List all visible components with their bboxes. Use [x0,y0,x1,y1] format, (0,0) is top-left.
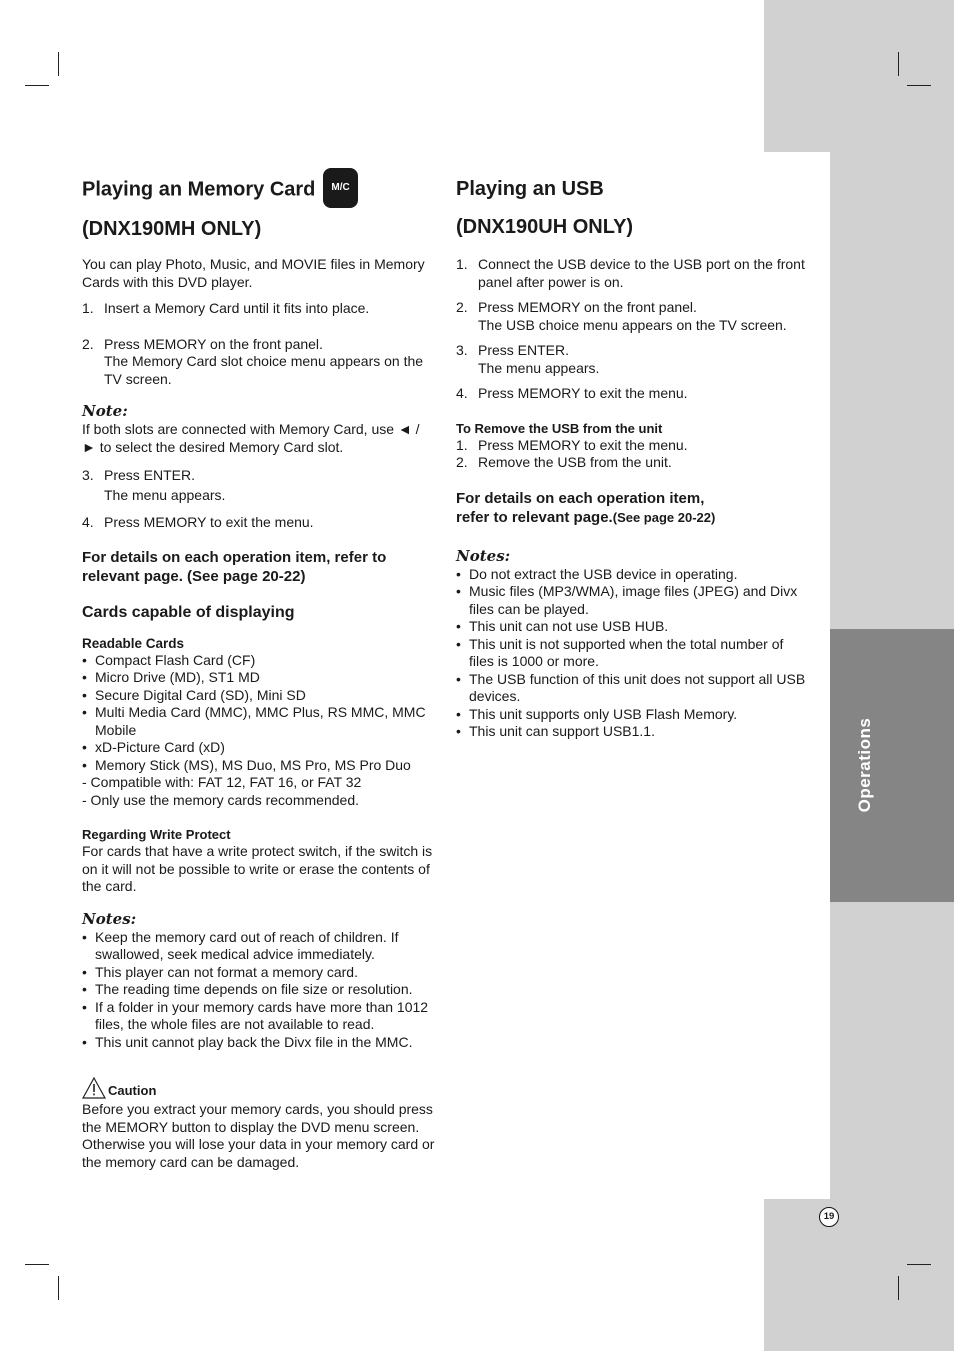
details-line: For details on each operation item, [456,489,705,507]
step-item [456,437,806,455]
step-line: Press ENTER. [478,342,570,358]
list-item: • Do not extract the USB device in operating. [456,565,738,582]
note-text: If both slots are connected with Memory Card, use ◄ / ► to select the desired Memory Card slot. [82,421,420,455]
notes-list [456,566,806,741]
list-item: • This player can not format a memory card. [82,963,358,980]
title-text: Playing an Memory Card [82,178,316,201]
list-item: • Memory Stick (MS), MS Duo, MS Pro, MS Pro Duo [82,756,411,773]
step-number: 4. [456,385,468,401]
step-text [478,299,787,334]
write-protect-heading: Regarding Write Protect [82,827,231,842]
note-heading: Note: [82,402,128,420]
step-text: Press MEMORY to exit the menu. [478,385,688,401]
step-number: 1. [82,300,94,316]
step-line: Press MEMORY on the front panel. [104,335,323,352]
step-number: 4. [82,514,94,530]
details-line: refer to relevant page. [456,509,613,526]
caution-text: Before you extract your memory cards, you should press the MEMORY button to display the DVD menu screen. Otherwise you will lose your data in your memory card or the memory card can be damaged. [82,1101,435,1170]
step-number: 1. [456,256,468,272]
list-item-text: xD-Picture Card (xD) [95,739,225,755]
list-item: • This unit supports only USB Flash Memory. [456,705,738,722]
list-item-text: This unit cannot play back the Divx file in the MMC. [95,1033,413,1050]
list-item-text: Secure Digital Card (SD), Mini SD [95,686,306,703]
warning-icon [82,1077,106,1099]
list-item: • This unit can not use USB HUB. [456,618,669,634]
section-tab [830,629,954,902]
list-item: • The reading time depends on file size or resolution. [82,981,413,997]
list-item-text: Music files (MP3/WMA), image files (JPEG) and Divx files can be played. [469,583,798,617]
step-line: Press MEMORY on the front panel. [478,299,697,315]
sidebar-top-band [764,0,954,152]
notes-heading: Notes: [82,909,137,928]
list-item-text: This unit can support USB1.1. [469,723,655,739]
compat-line: - Compatible with: FAT 12, FAT 16, or FAT 32 [82,774,362,790]
list-item: • The USB function of this unit does not support all USB devices. [456,670,806,704]
list-item: • Micro Drive (MD), ST1 MD [82,669,260,685]
readable-heading: Readable Cards [82,635,185,651]
list-item-text: The USB function of this unit does not support all USB devices. [469,670,806,704]
list-item: • If a folder in your memory cards have more than 1012 files, the whole files are not available to read. [82,999,437,1034]
cards-heading: Cards capable of displaying [82,603,295,621]
notes-list [82,929,437,1052]
list-item: • Multi Media Card (MMC), MMC Plus, RS MMC, MMC Mobile [82,704,437,739]
compat-line: - Only use the memory cards recommended. [82,791,359,808]
details-page-ref: (See page 20-22) [612,510,716,525]
step-line: The USB choice menu appears on the TV screen. [478,316,787,333]
notes-heading: Notes: [456,546,511,565]
details-reference: For details on each operation item, refer to relevant page. (See page 20-22) [82,548,387,585]
list-item-text: If a folder in your memory cards have more than 1012 files, the whole files are not available to read. [95,998,429,1032]
write-protect-text: For cards that have a write protect switch, if the switch is on it will not be possible to write or erase the contents of the card. [82,843,433,894]
list-item: • xD-Picture Card (xD) [82,739,225,755]
crop-mark [907,1264,931,1265]
step-item [456,454,806,472]
caution-heading-row [82,1077,437,1099]
step-number: 3. [82,467,94,483]
step-text: Press MEMORY to exit the menu. [104,514,314,530]
list-item-text: This unit can not use USB HUB. [469,618,669,634]
list-item: • This unit is not supported when the total number of files is 1000 or more. [456,636,806,671]
crop-mark [58,1276,59,1300]
readable-list [82,652,437,775]
step-text [104,336,437,389]
memory-card-model: (DNX190MH ONLY) [82,218,262,240]
step-line: The menu appears. [104,486,226,503]
usb-model: (DNX190UH ONLY) [456,216,634,238]
usb-title: Playing an USB [456,178,604,200]
usb-section [456,170,806,741]
list-item-text: Keep the memory card out of reach of children. If swallowed, seek medical advice immediately. [95,928,399,962]
step-item [82,336,437,389]
step-item [456,256,806,291]
step-text [104,467,225,504]
step-number: 2. [456,454,468,470]
list-item: • Music files (MP3/WMA), image files (JPEG) and Divx files can be played. [456,583,806,618]
memory-card-section [82,170,437,1171]
step-text: Connect the USB device to the USB port on the front panel after power is on. [478,256,805,290]
list-item-text: The reading time depends on file size or resolution. [95,981,413,997]
page-number: 19 [819,1207,839,1227]
crop-mark [898,52,899,76]
list-item: • Secure Digital Card (SD), Mini SD [82,686,306,703]
crop-mark [898,1276,899,1300]
step-item [456,342,806,377]
list-item-text: This unit supports only USB Flash Memory. [469,705,738,722]
list-item-text: Compact Flash Card (CF) [95,651,256,668]
crop-mark [25,85,49,86]
step-line: The menu appears. [478,359,600,376]
list-item-text: Memory Stick (MS), MS Duo, MS Pro, MS Pro Duo [95,756,411,773]
step-number: 3. [456,342,468,358]
list-item: • This unit can support USB1.1. [456,723,655,739]
section-tab-label: Operations [855,717,874,813]
list-item-text: Do not extract the USB device in operating. [469,565,738,582]
step-line: Press ENTER. [104,467,196,483]
list-item-text: Micro Drive (MD), ST1 MD [95,669,260,685]
step-text: Insert a Memory Card until it fits into place. [104,300,370,316]
step-number: 2. [456,299,468,315]
step-item [82,514,437,532]
step-line: The Memory Card slot choice menu appears on the TV screen. [104,353,424,387]
step-text: Press MEMORY to exit the menu. [478,436,688,453]
step-text: Remove the USB from the unit. [478,454,672,470]
crop-mark [58,52,59,76]
list-item: • Compact Flash Card (CF) [82,651,256,668]
step-text [478,342,599,377]
mc-badge: M/C [323,168,357,208]
crop-mark [25,1264,49,1265]
step-number: 2. [82,335,94,352]
sidebar-bottom-band [764,1199,954,1351]
memory-card-title [82,170,437,210]
details-reference [456,489,806,528]
step-number: 1. [456,436,468,453]
step-item [456,385,806,403]
remove-usb-heading: To Remove the USB from the unit [456,420,663,436]
crop-mark [907,85,931,86]
step-item [82,300,437,318]
list-item-text: This unit is not supported when the total number of files is 1000 or more. [469,635,784,669]
list-item: • Keep the memory card out of reach of children. If swallowed, seek medical advice immediately. [82,929,437,964]
list-item-text: This player can not format a memory card. [95,963,358,980]
step-item [82,467,437,504]
list-item-text: Multi Media Card (MMC), MMC Plus, RS MMC, MMC Mobile [95,704,426,738]
list-item: • This unit cannot play back the Divx file in the MMC. [82,1033,413,1050]
step-item [456,299,806,334]
caution-heading: Caution [108,1083,157,1098]
intro-text: You can play Photo, Music, and MOVIE files in Memory Cards with this DVD player. [82,256,425,290]
